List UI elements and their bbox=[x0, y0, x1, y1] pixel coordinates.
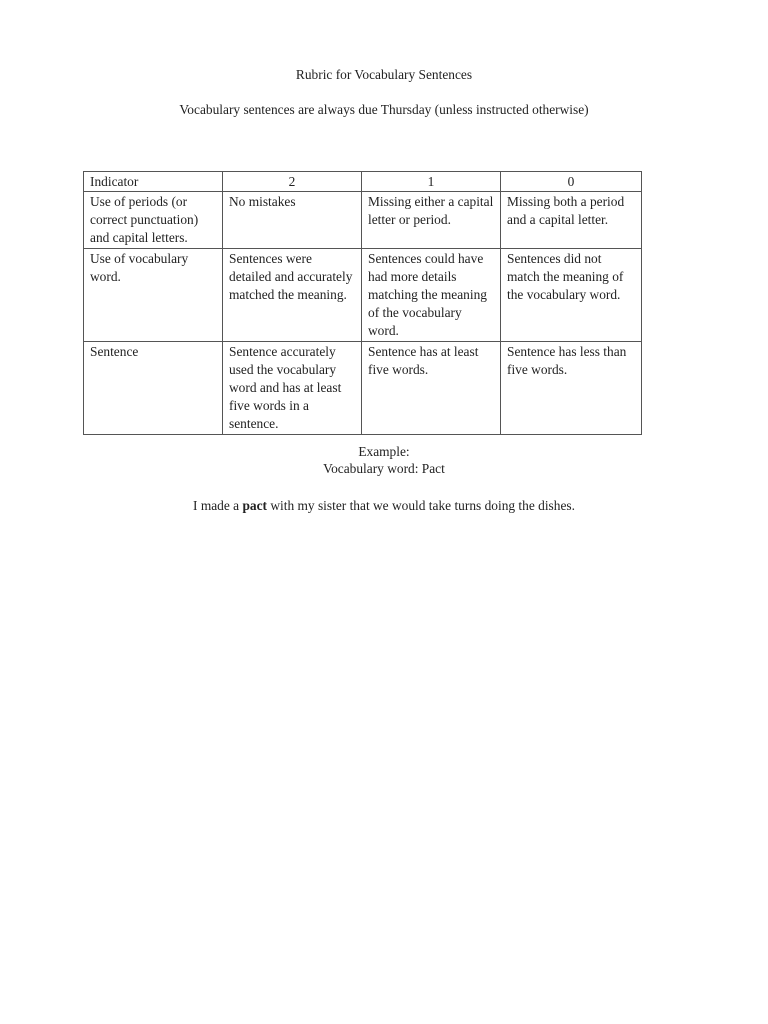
example-sentence bbox=[0, 497, 768, 515]
header-indicator: Indicator bbox=[84, 172, 223, 192]
example-heading: Example: bbox=[358, 444, 410, 459]
table-cell: Sentences could have had more details matching the meaning of the vocabulary word. bbox=[362, 249, 501, 342]
example-vocabulary-word: Vocabulary word: Pact bbox=[323, 461, 445, 476]
page-title: Rubric for Vocabulary Sentences bbox=[295, 67, 473, 82]
table-row bbox=[84, 192, 642, 249]
example-sentence-end: with my sister that we would take turns doing the dishes. bbox=[267, 498, 575, 513]
table-cell: Use of periods (or correct punctuation) and capital letters. bbox=[84, 192, 223, 249]
table-row bbox=[84, 249, 642, 342]
table-cell: Missing both a period and a capital letter. bbox=[501, 192, 642, 249]
table-cell: Sentence has at least five words. bbox=[362, 342, 501, 435]
table-cell: Sentence bbox=[84, 342, 223, 435]
table-header-row bbox=[84, 172, 642, 192]
table-cell: Sentence accurately used the vocabulary word and has at least five words in a sentence. bbox=[223, 342, 362, 435]
table-cell: No mistakes bbox=[223, 192, 362, 249]
header-score-1: 1 bbox=[362, 172, 501, 192]
table-cell: Use of vocabulary word. bbox=[84, 249, 223, 342]
page-subtitle: Vocabulary sentences are always due Thursday (unless instructed otherwise) bbox=[179, 102, 589, 117]
rubric-table bbox=[83, 171, 642, 435]
header-score-0: 0 bbox=[501, 172, 642, 192]
table-cell: Missing either a capital letter or period. bbox=[362, 192, 501, 249]
table-row bbox=[84, 342, 642, 435]
table-cell: Sentence has less than five words. bbox=[501, 342, 642, 435]
header-score-2: 2 bbox=[223, 172, 362, 192]
table-cell: Sentences did not match the meaning of the vocabulary word. bbox=[501, 249, 642, 342]
table-cell: Sentences were detailed and accurately matched the meaning. bbox=[223, 249, 362, 342]
example-sentence-start: I made a bbox=[193, 498, 243, 513]
example-sentence-vocab-word: pact bbox=[242, 498, 268, 513]
